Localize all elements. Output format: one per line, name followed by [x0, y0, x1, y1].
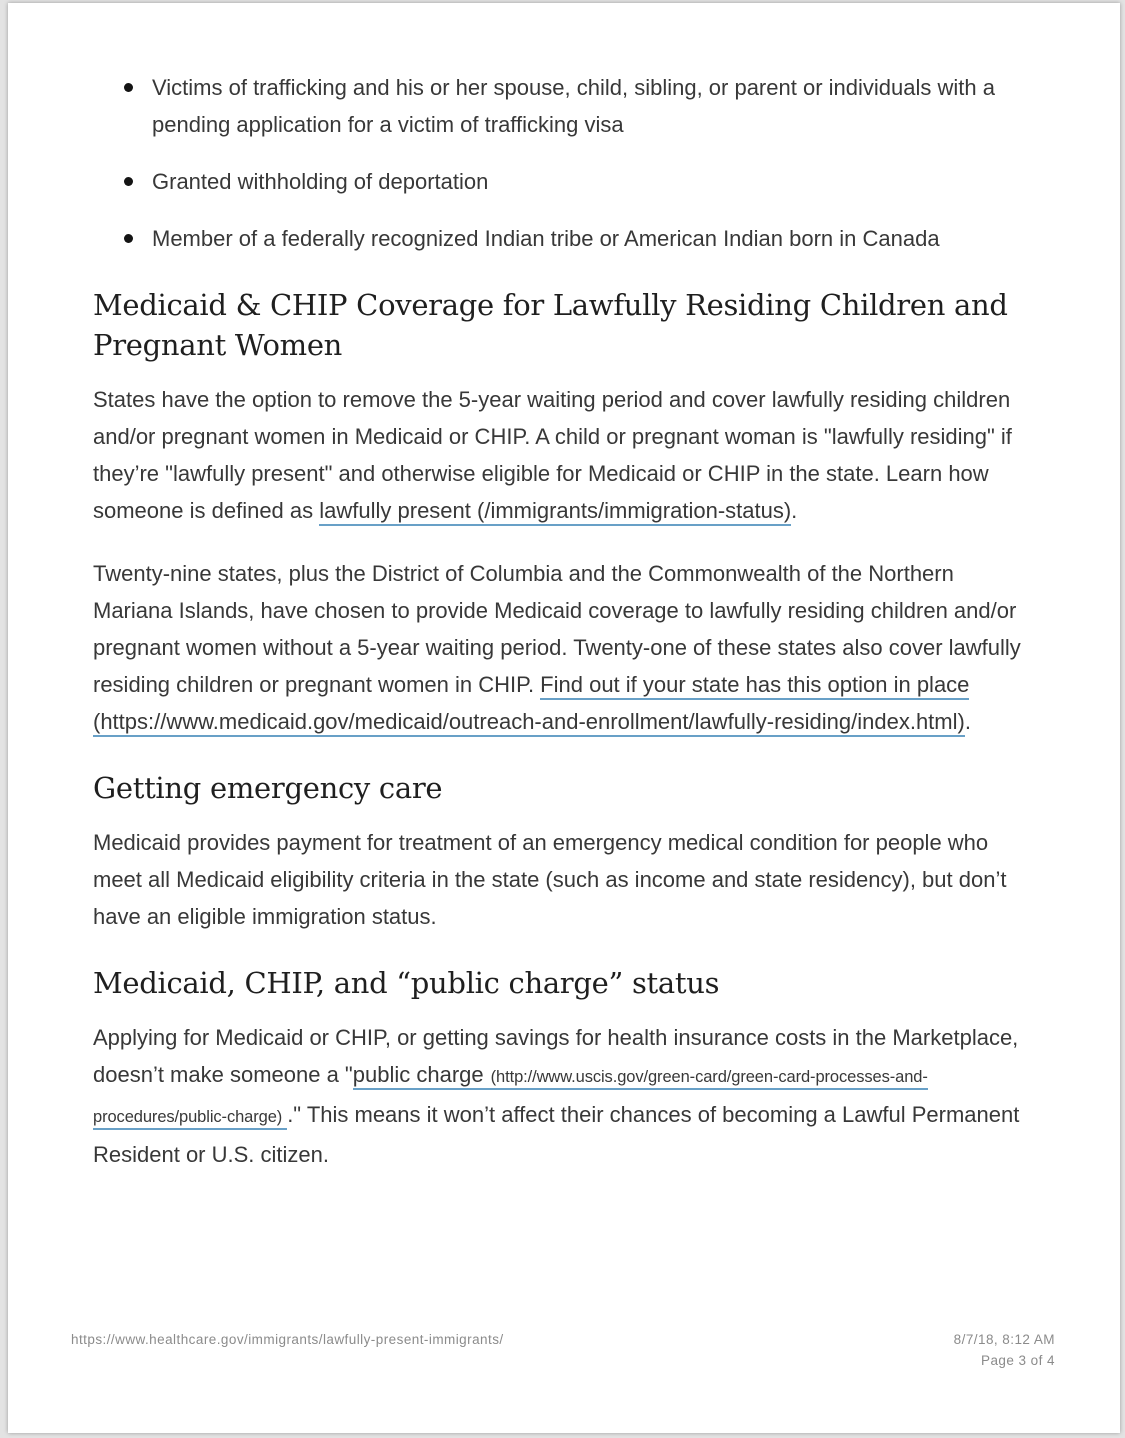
paragraph-states-coverage [93, 555, 1030, 740]
footer-page-number: Page 3 of 4 [980, 1353, 1055, 1368]
article-content [8, 3, 1120, 1173]
bullet-icon [124, 83, 133, 92]
footer-timestamp: 8/7/18, 8:12 AM [953, 1332, 1055, 1347]
heading-medicaid-chip-coverage: Medicaid & CHIP Coverage for Lawfully Residing Children and Pregnant Women [93, 288, 1008, 362]
link-find-out-state-option[interactable]: Find out if your state has this option in place (https://www.medicaid.gov/medicaid/outreach-and-enrollment/lawfully-residing/index.html) [93, 672, 969, 737]
paragraph-text: Twenty-nine states, plus the District of Columbia and the Commonwealth of the Northern Mariana Islands, have chosen to provide Medicaid coverage to lawfully residing children and/or pregnant women without a 5-year waiting period. Twenty-one of these states also cover lawfully residing children or pregnant women in CHIP. [93, 561, 1021, 697]
list-item-text: Member of a federally recognized Indian tribe or American Indian born in Canada [152, 226, 940, 251]
heading-public-charge-status: Medicaid, CHIP, and “public charge” status [93, 966, 720, 1000]
paragraph-text: States have the option to remove the 5-year waiting period and cover lawfully residing children and/or pregnant women in Medicaid or CHIP. A child or pregnant woman is "lawfully residing" if they’re "lawfully present" and otherwise eligible for Medicaid or CHIP in the state. Learn how someone is defined as [93, 387, 1012, 523]
document-page [8, 3, 1120, 1433]
link-label: public charge [352, 1062, 484, 1087]
bullet-icon [124, 177, 133, 186]
paragraph-lawfully-residing [93, 381, 1030, 529]
list-item [93, 69, 1030, 143]
list-item-text: Granted withholding of deportation [152, 169, 489, 194]
paragraph-emergency-care [93, 824, 1030, 935]
paragraph-text: . [791, 498, 798, 523]
paragraph-text: ." This means it won’t affect their chances of becoming a Lawful Permanent Resident or U.S. citizen. [93, 1102, 1020, 1167]
footer-source-url: https://www.healthcare.gov/immigrants/lawfully-present-immigrants/ [71, 1332, 504, 1347]
paragraph-text: . [964, 709, 971, 734]
list-item [93, 220, 1030, 257]
paragraph-text: Applying for Medicaid or CHIP, or getting savings for health insurance costs in the Marketplace, doesn’t make someone a " [93, 1025, 1019, 1087]
print-footer [71, 1329, 1055, 1371]
link-lawfully-present[interactable]: lawfully present (/immigrants/immigration-status) [319, 498, 791, 526]
paragraph-public-charge [93, 1019, 1030, 1173]
list-item [93, 163, 1030, 200]
heading-getting-emergency-care: Getting emergency care [93, 771, 443, 805]
eligibility-bullet-list [93, 69, 1030, 257]
bullet-icon [124, 234, 133, 243]
link-url-text: (http://www.uscis.gov/green-card/green-card-processes-and-procedures/public-charge) [93, 1068, 928, 1126]
footer-meta [954, 1329, 1055, 1371]
list-item-text: Victims of trafficking and his or her spouse, child, sibling, or parent or individuals with a pending application for a victim of trafficking visa [152, 75, 995, 137]
paragraph-text: Medicaid provides payment for treatment of an emergency medical condition for people who meet all Medicaid eligibility criteria in the state (such as income and state residency), but don’t have an eligible immigration status. [93, 830, 1007, 929]
